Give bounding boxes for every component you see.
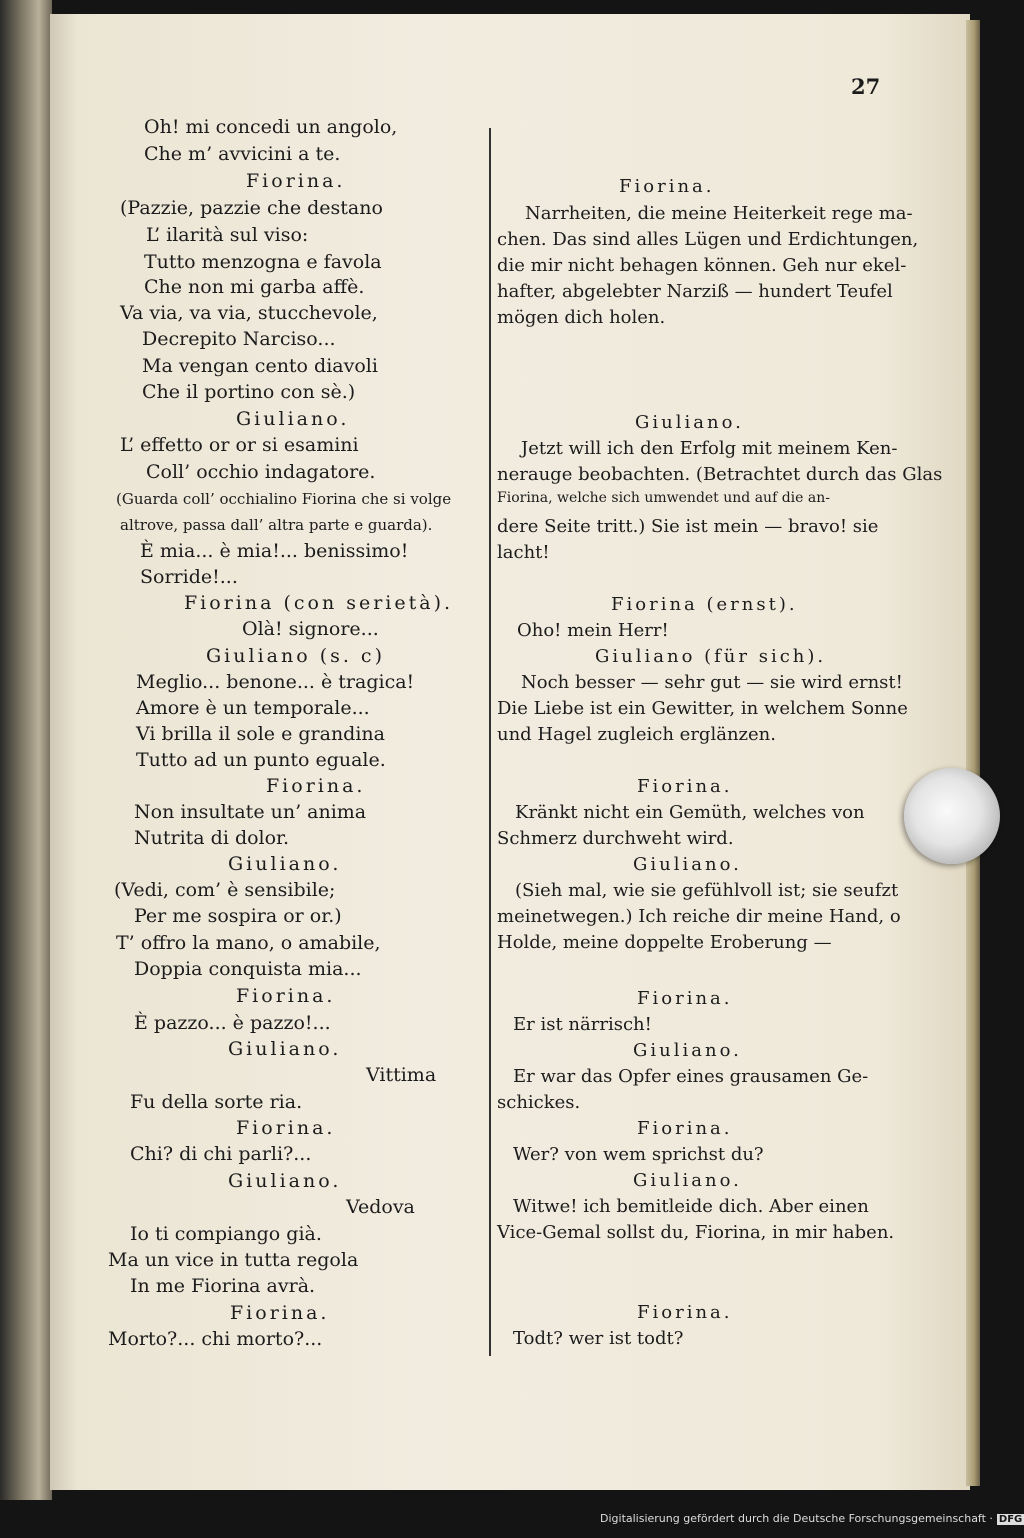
text-line: altrove, passa dall’ altra parte e guarda).	[120, 516, 433, 534]
text-line: (Pazzie, pazzie che destano	[120, 197, 383, 219]
text-line: Narrheiten, die meine Heiterkeit rege ma-	[525, 203, 913, 224]
speaker-name: Giuliano.	[633, 854, 742, 875]
text-line: Noch besser — sehr gut — sie wird ernst!	[521, 672, 903, 693]
speaker-name: Fiorina.	[619, 176, 715, 197]
speaker-name: Fiorina.	[236, 985, 336, 1007]
text-line: dere Seite tritt.) Sie ist mein — bravo! sie	[497, 516, 879, 537]
speaker-name: Fiorina.	[637, 1118, 733, 1139]
text-line: Amore è un temporale...	[136, 697, 370, 719]
speaker-name: Fiorina.	[637, 1302, 733, 1323]
text-line: Kränkt nicht ein Gemüth, welches von	[515, 802, 865, 823]
text-line: Meglio... benone... è tragica!	[136, 671, 415, 693]
text-line: Holde, meine doppelte Eroberung —	[497, 932, 832, 953]
speaker-name: Fiorina.	[246, 170, 346, 192]
text-line: In me Fiorina avrà.	[130, 1275, 316, 1297]
text-line: (Vedi, com’ è sensibile;	[114, 879, 336, 901]
text-line: Doppia conquista mia...	[134, 958, 362, 980]
text-line: Er ist närrisch!	[513, 1014, 652, 1035]
text-line: È mia... è mia!... benissimo!	[140, 540, 409, 562]
text-line: Coll’ occhio indagatore.	[146, 461, 376, 483]
text-line: (Guarda coll’ occhialino Fiorina che si volge	[116, 490, 452, 508]
text-line: Wer? von wem sprichst du?	[513, 1144, 764, 1165]
text-line: Per me sospira or or.)	[134, 905, 342, 927]
text-line: Morto?... chi morto?...	[108, 1328, 323, 1350]
speaker-name: Giuliano.	[228, 1038, 342, 1060]
text-line: Oho! mein Herr!	[517, 620, 669, 641]
column-divider	[489, 128, 491, 1356]
speaker-name: Giuliano.	[236, 408, 350, 430]
text-line: L’ effetto or or si esamini	[120, 434, 359, 456]
text-line: Vittima	[366, 1064, 437, 1086]
text-line: Sorride!...	[140, 566, 238, 588]
text-line: Fiorina, welche sich umwendet und auf die an-	[497, 490, 830, 506]
text-line: (Sieh mal, wie sie gefühlvoll ist; sie seufzt	[515, 880, 899, 901]
speaker-name: Giuliano.	[633, 1040, 742, 1061]
text-line: Die Liebe ist ein Gewitter, in welchem Sonne	[497, 698, 908, 719]
text-line: Che non mi garba affè.	[144, 276, 365, 298]
text-line: Tutto ad un punto eguale.	[136, 749, 386, 771]
speaker-name: Fiorina.	[637, 776, 733, 797]
text-line: Decrepito Narciso...	[142, 328, 336, 350]
footer-credit	[600, 1512, 1024, 1525]
text-line: Va via, va via, stucchevole,	[120, 302, 378, 324]
text-line: Ma un vice in tutta regola	[108, 1249, 359, 1271]
text-line: T’ offro la mano, o amabile,	[116, 932, 381, 954]
page-clip-icon	[904, 768, 1000, 864]
text-line: Jetzt will ich den Erfolg mit meinem Ken-	[521, 438, 898, 459]
speaker-name: Giuliano.	[228, 1170, 342, 1192]
speaker-name: Fiorina.	[230, 1302, 330, 1324]
text-line: schickes.	[497, 1092, 581, 1113]
speaker-name: Fiorina.	[236, 1117, 336, 1139]
speaker-name: Giuliano (für sich).	[595, 646, 827, 667]
speaker-name: Fiorina.	[266, 775, 366, 797]
text-line: Fu della sorte ria.	[130, 1091, 303, 1113]
text-line: Vi brilla il sole e grandina	[136, 723, 385, 745]
page-number: 27	[851, 74, 881, 99]
text-line: nerauge beobachten. (Betrachtet durch das Glas	[497, 464, 943, 485]
text-line: die mir nicht behagen können. Geh nur ekel-	[497, 255, 907, 276]
facing-page-edge	[0, 0, 52, 1500]
text-line: Ma vengan cento diavoli	[142, 355, 378, 377]
text-line: Olà! signore...	[242, 618, 379, 640]
speaker-name: Giuliano.	[633, 1170, 742, 1191]
text-line: lacht!	[497, 542, 550, 563]
text-line: È pazzo... è pazzo!...	[134, 1012, 331, 1034]
text-line: Chi? di chi parli?...	[130, 1143, 312, 1165]
text-line: Non insultate un’ anima	[134, 801, 367, 823]
text-line: Che il portino con sè.)	[142, 381, 356, 403]
page-stack-edge	[966, 20, 980, 1486]
text-line: Vedova	[346, 1196, 415, 1218]
text-line: Nutrita di dolor.	[134, 827, 290, 849]
text-line: und Hagel zugleich erglänzen.	[497, 724, 776, 745]
text-line: Oh! mi concedi un angolo,	[144, 116, 398, 138]
text-line: Che m’ avvicini a te.	[144, 143, 341, 165]
text-line: Todt? wer ist todt?	[513, 1328, 684, 1349]
dfg-logo: DFG	[998, 1514, 1023, 1525]
text-line: hafter, abgelebter Narziß — hundert Teufel	[497, 281, 893, 302]
text-line: Io ti compiango già.	[130, 1223, 322, 1245]
speaker-name: Fiorina (ernst).	[611, 594, 798, 615]
text-line: L’ ilarità sul viso:	[146, 224, 309, 246]
text-line: Er war das Opfer eines grausamen Ge-	[513, 1066, 869, 1087]
text-line: Schmerz durchweht wird.	[497, 828, 734, 849]
speaker-name: Giuliano.	[635, 412, 744, 433]
text-line: chen. Das sind alles Lügen und Erdichtungen,	[497, 229, 919, 250]
text-line: Tutto menzogna e favola	[144, 251, 382, 273]
speaker-name: Giuliano.	[228, 853, 342, 875]
speaker-name: Fiorina.	[637, 988, 733, 1009]
text-line: Vice-Gemal sollst du, Fiorina, in mir haben.	[497, 1222, 895, 1243]
text-line: meinetwegen.) Ich reiche dir meine Hand, o	[497, 906, 901, 927]
speaker-name: Fiorina (con serietà).	[184, 592, 454, 614]
text-line: Witwe! ich bemitleide dich. Aber einen	[513, 1196, 869, 1217]
speaker-name: Giuliano (s. c)	[206, 645, 385, 667]
text-line: mögen dich holen.	[497, 307, 666, 328]
footer-text: Digitalisierung gefördert durch die Deutsche Forschungsgemeinschaft ·	[600, 1512, 993, 1525]
